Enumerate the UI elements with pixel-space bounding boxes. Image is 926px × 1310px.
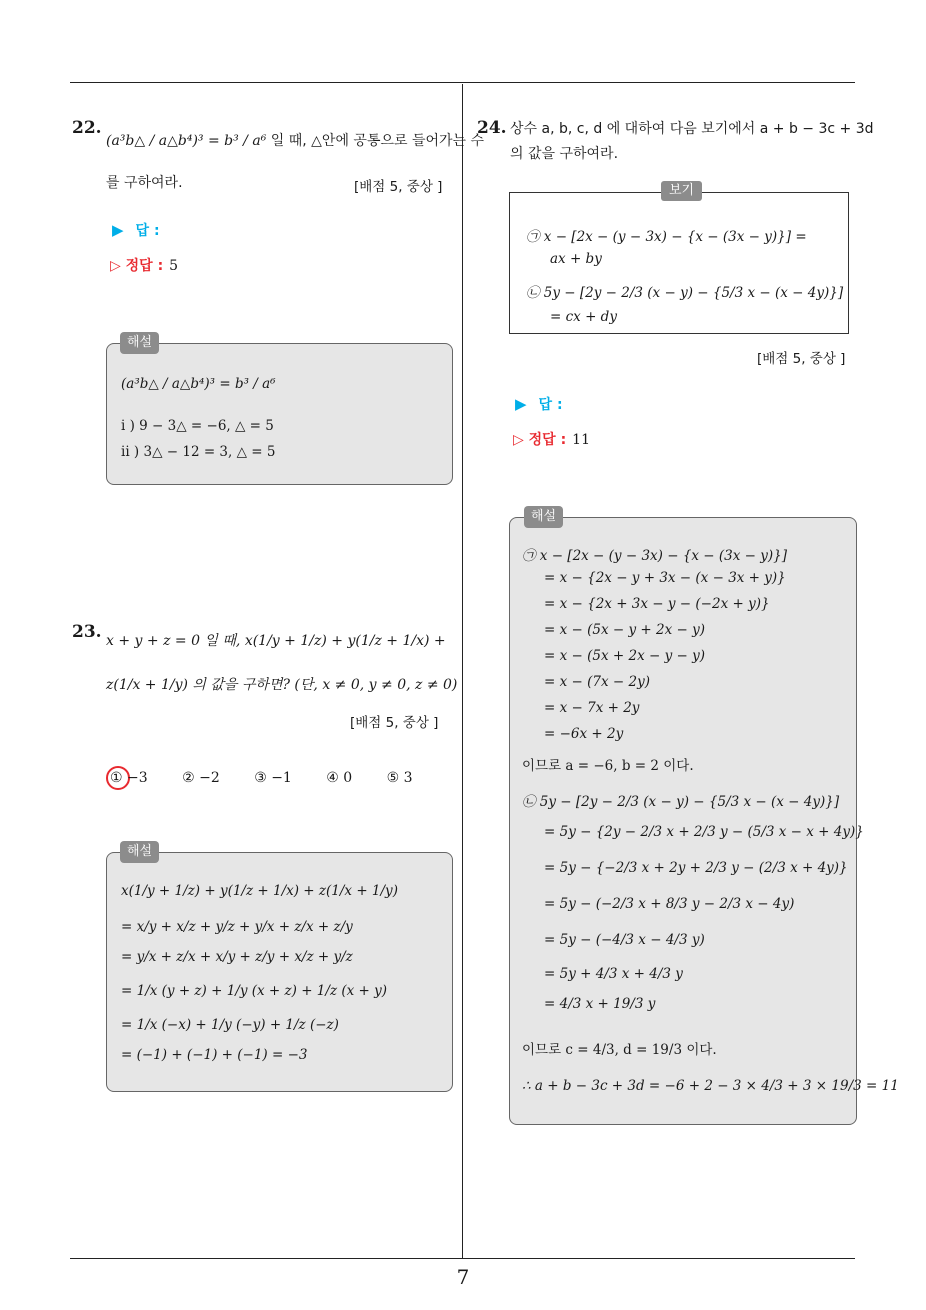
q24-sol-line-11: = 5y − {2y − 2/3 x + 2/3 y − (5/3 x − x + 4y)} [544, 824, 864, 840]
top-rule [70, 82, 855, 83]
page-number: 7 [456, 1265, 470, 1289]
q22-number: 22. [72, 118, 102, 138]
q22-sol-line-2: i ) 9 − 3△ = −6, △ = 5 [121, 418, 274, 434]
q23-choice-1[interactable]: ① −3 [110, 770, 148, 786]
q24-sol-line-15: = 5y + 4/3 x + 4/3 y [544, 966, 683, 982]
q23-sol-line-3: = y/x + z/x + x/y + z/y + x/z + y/z [121, 949, 353, 965]
q24-number: 24. [477, 118, 507, 138]
q23-sol-line-2: = x/y + x/z + y/z + y/x + z/x + z/y [121, 919, 353, 935]
q24-sol-line-8: = −6x + 2y [544, 726, 624, 742]
q22-line2: 를 구하여라. [106, 175, 183, 191]
q24-solution-tag: 해설 [524, 506, 563, 528]
q23-sol-line-4: = 1/x (y + z) + 1/y (x + z) + 1/z (x + y) [121, 983, 388, 999]
column-divider [462, 84, 463, 1258]
q24-sol-line-1: ㉠ x − [2x − (y − 3x) − {x − (3x − y)}] [522, 548, 788, 564]
q23-number: 23. [72, 622, 102, 642]
q23-line1: x + y + z = 0 일 때, x(1/y + 1/z) + y(1/z + 1/x) + [106, 633, 446, 649]
q22-correct-value: 5 [169, 258, 179, 274]
q24-sol-line-7: = x − 7x + 2y [544, 700, 640, 716]
q24-correct [513, 429, 590, 449]
q22-sol-line-1: (a³b△ / a△b⁴)³ = b³ / a⁶ [121, 376, 276, 392]
q22-expression: (a³b△ / a△b⁴)³ = b³ / a⁶ [106, 133, 267, 149]
q22-solution-box [106, 343, 453, 485]
q24-correct-label: ▷ 정답 : [513, 432, 567, 448]
q22-correct [110, 255, 178, 275]
q24-answer-label [515, 394, 563, 414]
q22-correct-label: ▷ 정답 : [110, 258, 164, 274]
q24-bogi-line-2: ax + by [550, 251, 602, 267]
q24-sol-line-6: = x − (7x − 2y) [544, 674, 650, 690]
q24-sol-line-3: = x − {2x + 3x − y − (−2x + y)} [544, 596, 770, 612]
q22-line1-text: 일 때, △안에 공통으로 들어가는 수 [266, 133, 485, 149]
q24-bogi-box [509, 192, 849, 334]
q23-choice-4[interactable]: ④ 0 [326, 770, 353, 786]
q23-points: [배점 5, 중상 ] [350, 715, 439, 731]
q23-solution-box [106, 852, 453, 1092]
q23-sol-line-1: x(1/y + 1/z) + y(1/z + 1/x) + z(1/x + 1/y) [121, 883, 398, 899]
q24-correct-value: 11 [572, 432, 590, 448]
q24-sol-line-14: = 5y − (−4/3 x − 4/3 y) [544, 932, 705, 948]
bottom-rule [70, 1258, 855, 1259]
q24-bogi-line-4: = cx + dy [550, 309, 617, 325]
q24-bogi-tag: 보기 [661, 181, 702, 201]
q24-sol-line-18: ∴ a + b − 3c + 3d = −6 + 2 − 3 × 4/3 + 3 × 19/3 = 11 [522, 1078, 899, 1094]
q23-choices [110, 770, 443, 786]
q24-line1: 상수 a, b, c, d 에 대하여 다음 보기에서 a + b − 3c + 3d [510, 121, 874, 137]
q24-bogi-line-1: ㉠ x − [2x − (y − 3x) − {x − (3x − y)}] = [526, 229, 807, 245]
q24-sol-line-9: 이므로 a = −6, b = 2 이다. [522, 758, 694, 774]
q23-line2: z(1/x + 1/y) 의 값을 구하면? (단, x ≠ 0, y ≠ 0, z ≠ 0) [106, 677, 458, 693]
q23-sol-line-6: = (−1) + (−1) + (−1) = −3 [121, 1047, 308, 1063]
q24-sol-line-5: = x − (5x + 2x − y − y) [544, 648, 705, 664]
q24-sol-line-13: = 5y − (−2/3 x + 8/3 y − 2/3 x − 4y) [544, 896, 795, 912]
q23-solution-tag: 해설 [120, 841, 159, 863]
q23-choice-5[interactable]: ⑤ 3 [386, 770, 413, 786]
q22-answer-label [112, 220, 160, 240]
q24-points: [배점 5, 중상 ] [757, 351, 846, 367]
q24-sol-line-17: 이므로 c = 4/3, d = 19/3 이다. [522, 1042, 717, 1058]
q24-sol-line-10: ㉡ 5y − [2y − 2/3 (x − y) − {5/3 x − (x − 4y)}] [522, 794, 840, 810]
q24-answer-text: 답 : [538, 397, 563, 413]
q22-sol-line-3: ii ) 3△ − 12 = 3, △ = 5 [121, 444, 276, 460]
q24-bogi-line-3: ㉡ 5y − [2y − 2/3 (x − y) − {5/3 x − (x − 4y)}] [526, 285, 844, 301]
q22-solution-tag: 해설 [120, 332, 159, 354]
q24-solution-box [509, 517, 899, 1125]
q22-points: [배점 5, 중상 ] [354, 179, 443, 195]
play-icon: ▶ [515, 395, 527, 413]
play-icon: ▶ [112, 221, 124, 239]
q24-line2: 의 값을 구하여라. [510, 146, 619, 162]
q22-line1 [106, 130, 484, 152]
q23-choice-2[interactable]: ② −2 [182, 770, 220, 786]
q24-sol-line-12: = 5y − {−2/3 x + 2y + 2/3 y − (2/3 x + 4y)} [544, 860, 848, 876]
q23-choice-3[interactable]: ③ −1 [254, 770, 292, 786]
q23-sol-line-5: = 1/x (−x) + 1/y (−y) + 1/z (−z) [121, 1017, 339, 1033]
q22-answer-text: 답 : [135, 223, 160, 239]
q24-sol-line-16: = 4/3 x + 19/3 y [544, 996, 656, 1012]
q24-sol-line-4: = x − (5x − y + 2x − y) [544, 622, 705, 638]
q24-sol-line-2: = x − {2x − y + 3x − (x − 3x + y)} [544, 570, 786, 586]
